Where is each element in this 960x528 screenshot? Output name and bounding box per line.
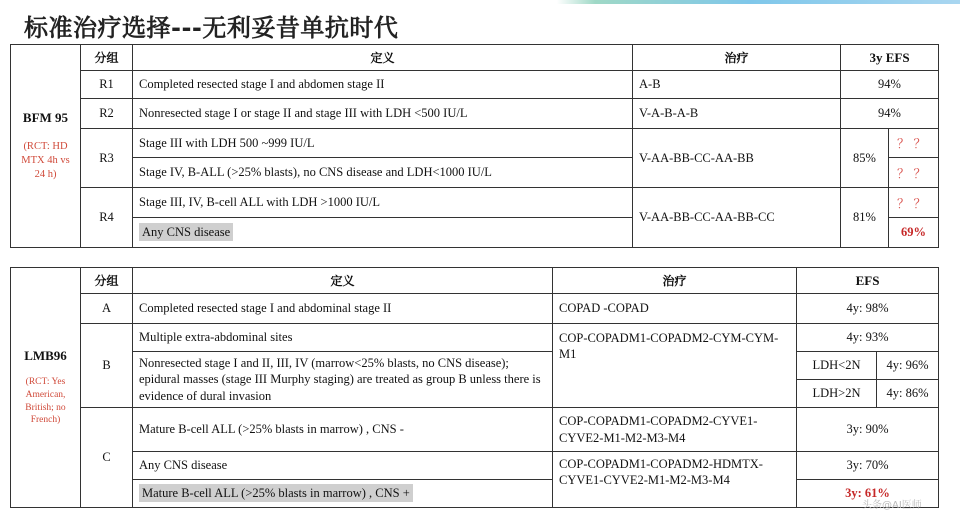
sub-efs-cell: ？？ [889, 158, 939, 188]
bfm95-trial-cell [11, 45, 81, 248]
treatment-cell: V-AA-BB-CC-AA-BB [633, 129, 841, 188]
definition-cell: Multiple extra-abdominal sites [133, 324, 553, 352]
bfm95-header-efs: 3y EFS [841, 45, 939, 71]
group-cell: R2 [81, 99, 133, 129]
ldh-efs-cell: 4y: 86% [877, 380, 939, 408]
treatment-cell: COP-COPADM1-COPADM2-HDMTX-CYVE1-CYVE2-M1-M2-M3-M4 [553, 452, 797, 508]
treatment-cell: COP-COPADM1-COPADM2-CYM-CYM-M1 [553, 324, 797, 408]
table-row [11, 129, 939, 158]
bfm95-table [10, 44, 939, 248]
watermark: 头条@AI医师 [862, 500, 922, 511]
efs-cell: 3y: 61% [797, 480, 939, 508]
lmb96-trial-cell [11, 268, 81, 508]
table-row [11, 71, 939, 99]
definition-cell: Mature B-cell ALL (>25% blasts in marrow) , CNS - [133, 408, 553, 452]
highlighted-definition: Any CNS disease [139, 223, 233, 241]
ldh-label-cell: LDH>2N [797, 380, 877, 408]
sub-efs-cell: ？？ [889, 129, 939, 158]
table-row [11, 188, 939, 218]
definition-cell: Completed resected stage I and abdomen stage II [133, 71, 633, 99]
table-row [11, 480, 939, 508]
treatment-cell: V-AA-BB-CC-AA-BB-CC [633, 188, 841, 248]
group-cell: A [81, 294, 133, 324]
ldh-efs-cell: 4y: 96% [877, 352, 939, 380]
lmb96-table [10, 267, 939, 508]
table-row [11, 408, 939, 452]
sub-efs-cell: ？？ [889, 188, 939, 218]
sub-efs-cell: 69% [889, 218, 939, 248]
group-cell: C [81, 408, 133, 508]
efs-cell: 94% [841, 71, 939, 99]
efs-cell: 85% [841, 129, 889, 188]
lmb96-header-group: 分组 [81, 268, 133, 294]
treatment-cell: COP-COPADM1-COPADM2-CYVE1-CYVE2-M1-M2-M3-M4 [553, 408, 797, 452]
table-row [11, 99, 939, 129]
page-title: 标准治疗选择---无利妥昔单抗时代 [24, 14, 399, 42]
bfm95-header-definition: 定义 [133, 45, 633, 71]
table-row [11, 452, 939, 480]
definition-cell: Any CNS disease [133, 452, 553, 480]
definition-cell: Stage III with LDH 500 ~999 IU/L [133, 129, 633, 158]
group-cell: R4 [81, 188, 133, 248]
lmb96-trial-note: (RCT: Yes American, British; no French) [25, 376, 66, 426]
definition-cell: Stage IV, B-ALL (>25% blasts), no CNS disease and LDH<1000 IU/L [133, 158, 633, 188]
efs-cell: 3y: 70% [797, 452, 939, 480]
group-cell: R3 [81, 129, 133, 188]
top-accent-line [0, 0, 960, 4]
table-row [11, 294, 939, 324]
efs-cell: 3y: 90% [797, 408, 939, 452]
treatment-cell: V-A-B-A-B [633, 99, 841, 129]
definition-cell: Completed resected stage I and abdominal stage II [133, 294, 553, 324]
treatment-cell: COPAD -COPAD [553, 294, 797, 324]
lmb96-trial-name: LMB96 [24, 347, 67, 363]
definition-cell: Nonresected stage I and II, III, IV (marrow<25% blasts, no CNS disease); epidural masses (stage III Murphy staging) are treated as group B unless there is evidence of dural invasion [133, 352, 553, 408]
group-cell: B [81, 324, 133, 408]
bfm95-header-group: 分组 [81, 45, 133, 71]
efs-cell: 4y: 98% [797, 294, 939, 324]
definition-cell: Stage III, IV, B-cell ALL with LDH >1000 IU/L [133, 188, 633, 218]
bfm95-trial-note: (RCT: HD MTX 4h vs 24 h) [21, 140, 70, 181]
definition-cell [133, 480, 553, 508]
treatment-cell: A-B [633, 71, 841, 99]
bfm95-header-treatment: 治疗 [633, 45, 841, 71]
efs-cell: 81% [841, 188, 889, 248]
table-row [11, 352, 939, 380]
ldh-label-cell: LDH<2N [797, 352, 877, 380]
lmb96-header-treatment: 治疗 [553, 268, 797, 294]
definition-cell: Nonresected stage I or stage II and stage III with LDH <500 IU/L [133, 99, 633, 129]
table-row [11, 324, 939, 352]
lmb96-header-efs: EFS [797, 268, 939, 294]
bfm95-trial-name: BFM 95 [22, 109, 69, 125]
lmb96-header-definition: 定义 [133, 268, 553, 294]
highlighted-definition: Mature B-cell ALL (>25% blasts in marrow) , CNS + [139, 484, 413, 502]
efs-cell: 4y: 93% [797, 324, 939, 352]
definition-cell [133, 218, 633, 248]
group-cell: R1 [81, 71, 133, 99]
efs-cell: 94% [841, 99, 939, 129]
